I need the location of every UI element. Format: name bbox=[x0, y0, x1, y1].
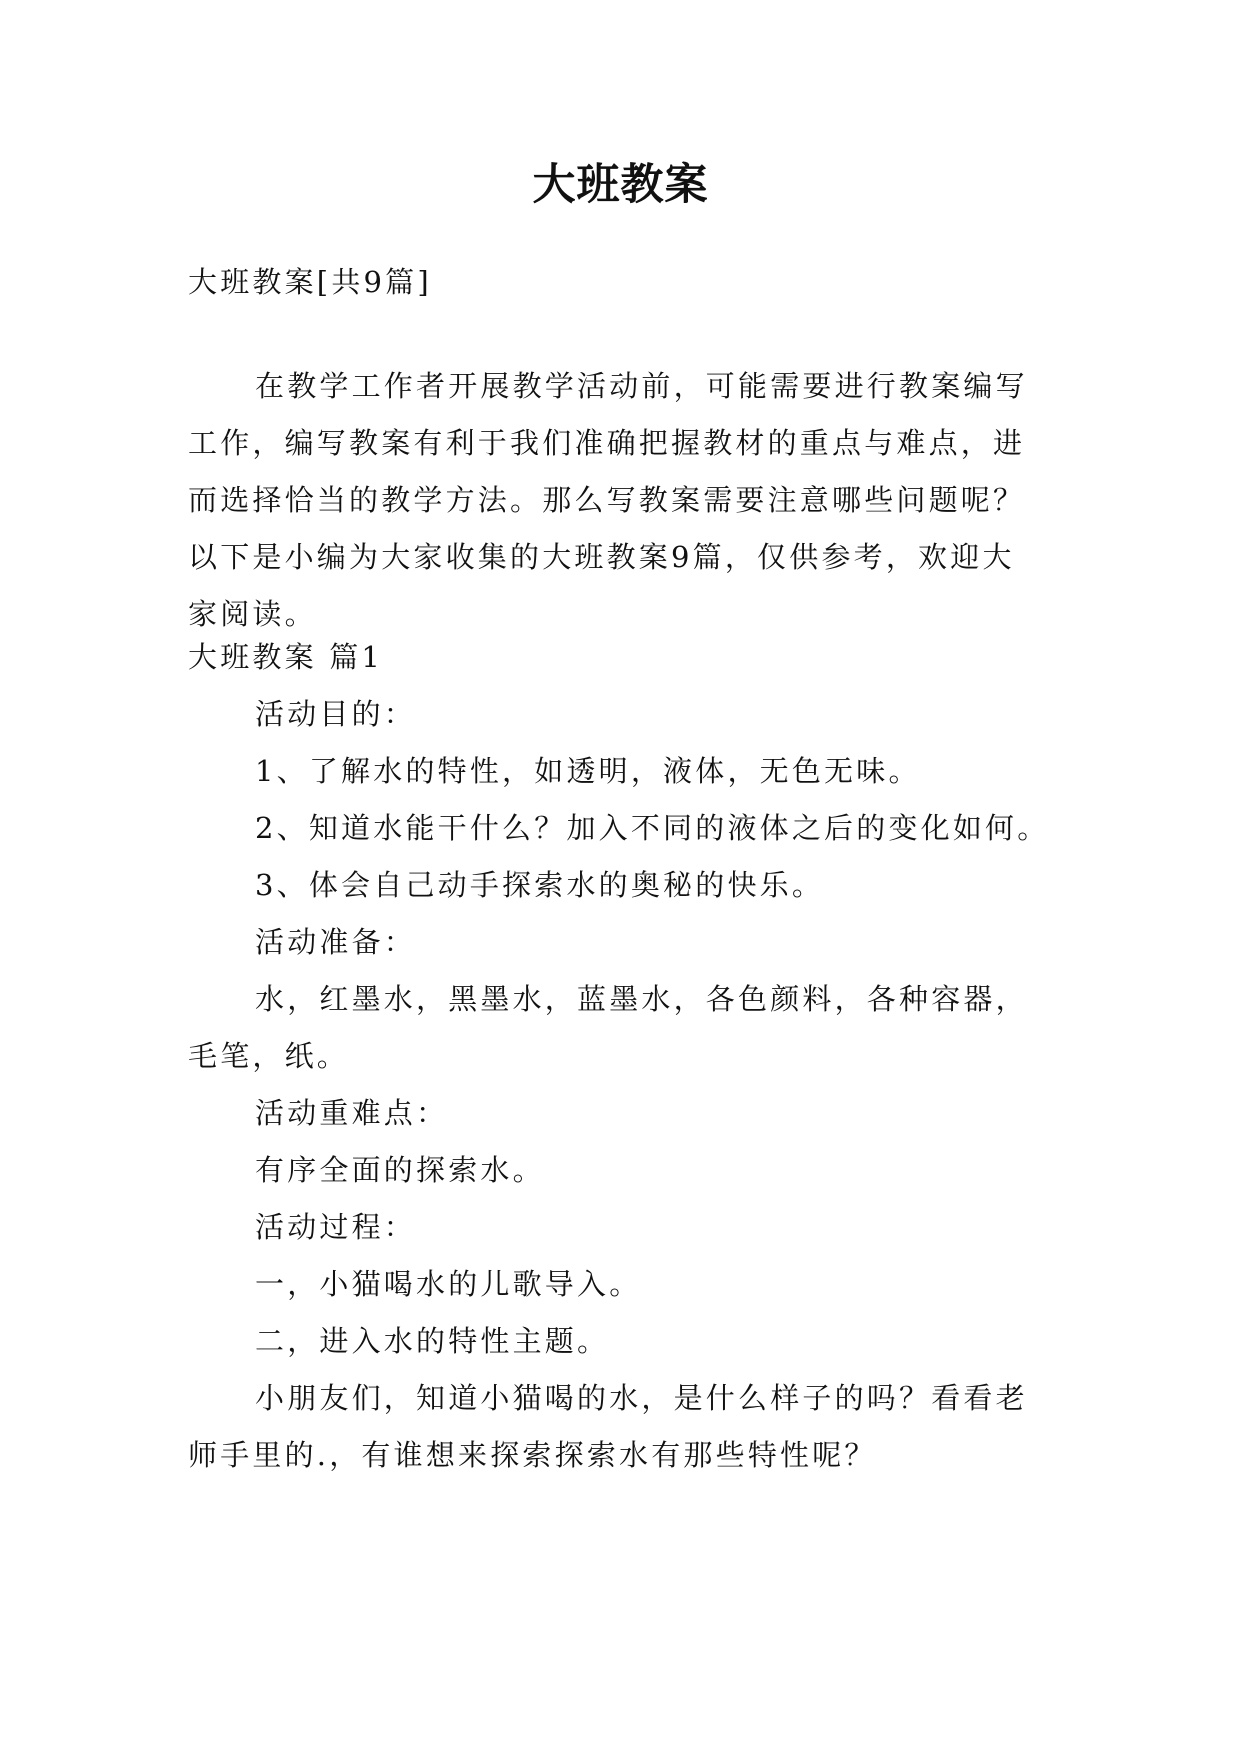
body-line: 师手里的.，有谁想来探索探索水有那些特性呢？ bbox=[188, 1438, 877, 1472]
list-item: 2、知道水能干什么？加入不同的液体之后的变化如何。 bbox=[255, 811, 1050, 845]
body-line: 活动重难点： bbox=[255, 1096, 449, 1130]
section-heading: 大班教案 篇1 bbox=[188, 640, 384, 674]
list-item: 3、体会自己动手探索水的奥秘的快乐。 bbox=[255, 868, 825, 902]
list-item: 1、了解水的特性，如透明，液体，无色无味。 bbox=[255, 754, 921, 788]
intro-paragraph-line: 以下是小编为大家收集的大班教案9篇，仅供参考，欢迎大 bbox=[188, 540, 1015, 574]
intro-paragraph-line: 家阅读。 bbox=[188, 597, 317, 631]
body-line: 活动过程： bbox=[255, 1210, 417, 1244]
collection-heading: 大班教案[共9篇] bbox=[188, 265, 432, 299]
body-line: 活动准备： bbox=[255, 925, 417, 959]
list-item: 一，小猫喝水的儿歌导入。 bbox=[255, 1267, 642, 1301]
intro-paragraph-line: 工作，编写教案有利于我们准确把握教材的重点与难点，进 bbox=[188, 426, 1026, 460]
body-line: 水，红墨水，黑墨水，蓝墨水，各色颜料，各种容器， bbox=[255, 982, 1028, 1016]
body-line: 小朋友们，知道小猫喝的水，是什么样子的吗？看看老 bbox=[255, 1381, 1028, 1415]
body-line: 有序全面的探索水。 bbox=[255, 1153, 545, 1187]
intro-paragraph-line: 而选择恰当的教学方法。那么写教案需要注意哪些问题呢？ bbox=[188, 483, 1026, 517]
document-title: 大班教案 bbox=[532, 160, 709, 210]
list-item: 二，进入水的特性主题。 bbox=[255, 1324, 610, 1358]
body-line: 活动目的： bbox=[255, 697, 417, 731]
body-line: 毛笔，纸。 bbox=[188, 1039, 350, 1073]
intro-paragraph-line: 在教学工作者开展教学活动前，可能需要进行教案编写 bbox=[255, 369, 1028, 403]
